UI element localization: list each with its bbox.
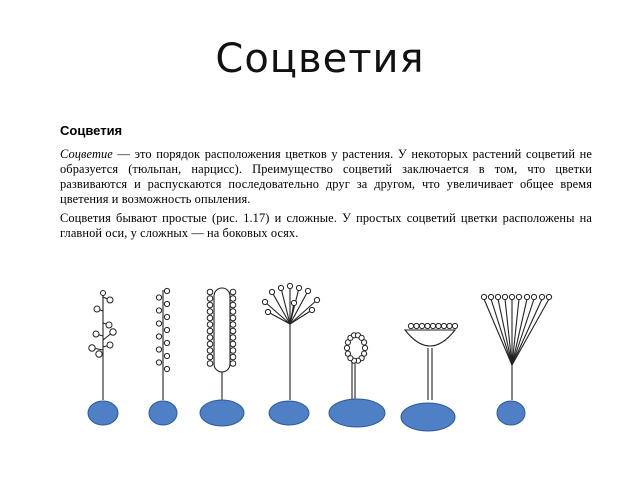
flower-bud [156,321,161,326]
flower-bud [287,283,292,288]
flower-bud [230,328,236,334]
flower-bud [291,300,296,305]
flower-bud [164,288,169,293]
flower-bud [164,366,169,371]
flower-bud [230,341,236,347]
flower-bud [207,348,213,354]
flower-bud [207,354,213,360]
flower-bud [441,323,446,328]
basket-receptacle [405,330,455,346]
term: Соцветие [60,147,113,161]
slide-title: Соцветия [215,36,425,82]
stem-line [281,288,290,324]
flower-bud [436,323,441,328]
flower-bud [296,285,301,290]
flower-bud [156,295,161,300]
flower-bud [546,294,551,299]
flower-bud [164,340,169,345]
flower-bud [207,361,213,367]
flower-bud [230,289,236,295]
flower-bud [207,328,213,334]
flower-bud [430,323,435,328]
flower-bud [345,351,350,356]
plant-base [200,400,244,426]
flower-bud [414,323,419,328]
flower-bud [509,294,514,299]
stem-line [512,299,527,365]
cob-axis [214,288,230,372]
flower-bud [110,329,116,335]
flower-bud [262,299,267,304]
flower-bud [106,322,112,328]
flower-bud [94,306,100,312]
flower-bud [101,291,106,296]
stem-line [498,299,512,365]
plant-base [269,401,309,425]
flower-bud [419,323,424,328]
flower-bud [452,323,457,328]
flower-bud [495,294,500,299]
flower-bud [164,301,169,306]
flower-bud [488,294,493,299]
flower-bud [502,294,507,299]
flower-bud [309,307,314,312]
flower-bud [524,294,529,299]
flower-bud [531,294,536,299]
flower-bud [539,294,544,299]
stem-line [484,299,512,365]
types-paragraph: Соцветия бывают простые (рис. 1.17) и сложные. У простых соцветий цветки расположены на главной оси, у сложных — на боковых осях. [60,211,592,240]
flower-bud [314,297,319,302]
flower-bud [362,345,367,350]
flower-bud [207,341,213,347]
flower-bud [207,322,213,328]
plant-base [88,401,118,425]
flower-bud [230,315,236,321]
flower-bud [230,354,236,360]
flower-bud [207,335,213,341]
plant-base [329,399,385,427]
flower-bud [164,327,169,332]
plant-base [149,401,177,425]
flower-bud [207,296,213,302]
flower-bud [93,331,99,337]
flower-bud [230,302,236,308]
plant-base [497,401,525,425]
flower-bud [230,335,236,341]
flower-bud [107,297,113,303]
section-heading: Соцветия [60,123,123,138]
flower-bud [89,345,95,351]
flower-bud [207,289,213,295]
plant-base [401,403,455,431]
flower-bud [96,351,102,357]
flower-bud [425,323,430,328]
flower-bud [269,289,274,294]
stem-line [512,299,542,365]
flower-bud [230,322,236,328]
flower-bud [230,361,236,367]
flower-bud [156,334,161,339]
flower-bud [230,309,236,315]
flower-bud [207,315,213,321]
flower-bud [107,342,113,348]
flower-bud [344,345,349,350]
flower-bud [230,296,236,302]
flower-bud [408,323,413,328]
flower-bud [207,302,213,308]
flower-bud [156,360,161,365]
flower-bud [278,285,283,290]
flower-bud [156,347,161,352]
flower-bud [164,353,169,358]
flower-bud [481,294,486,299]
flower-bud [230,348,236,354]
flower-bud [164,314,169,319]
flower-bud [447,323,452,328]
flower-bud [305,288,310,293]
flower-bud [207,309,213,315]
flower-bud [156,308,161,313]
flower-bud [362,340,367,345]
definition-text: — это порядок расположения цветков у растения. У некоторых растений соцветий не образуется (тюльпан, нарцисс). Преимущество соцветий заключается в том, что цветки развиваются и распускаются последовательно друг за другом, что увеличивает общее время цветения и возможность опыления. [60,147,592,206]
flower-bud [516,294,521,299]
flower-bud [265,309,270,314]
